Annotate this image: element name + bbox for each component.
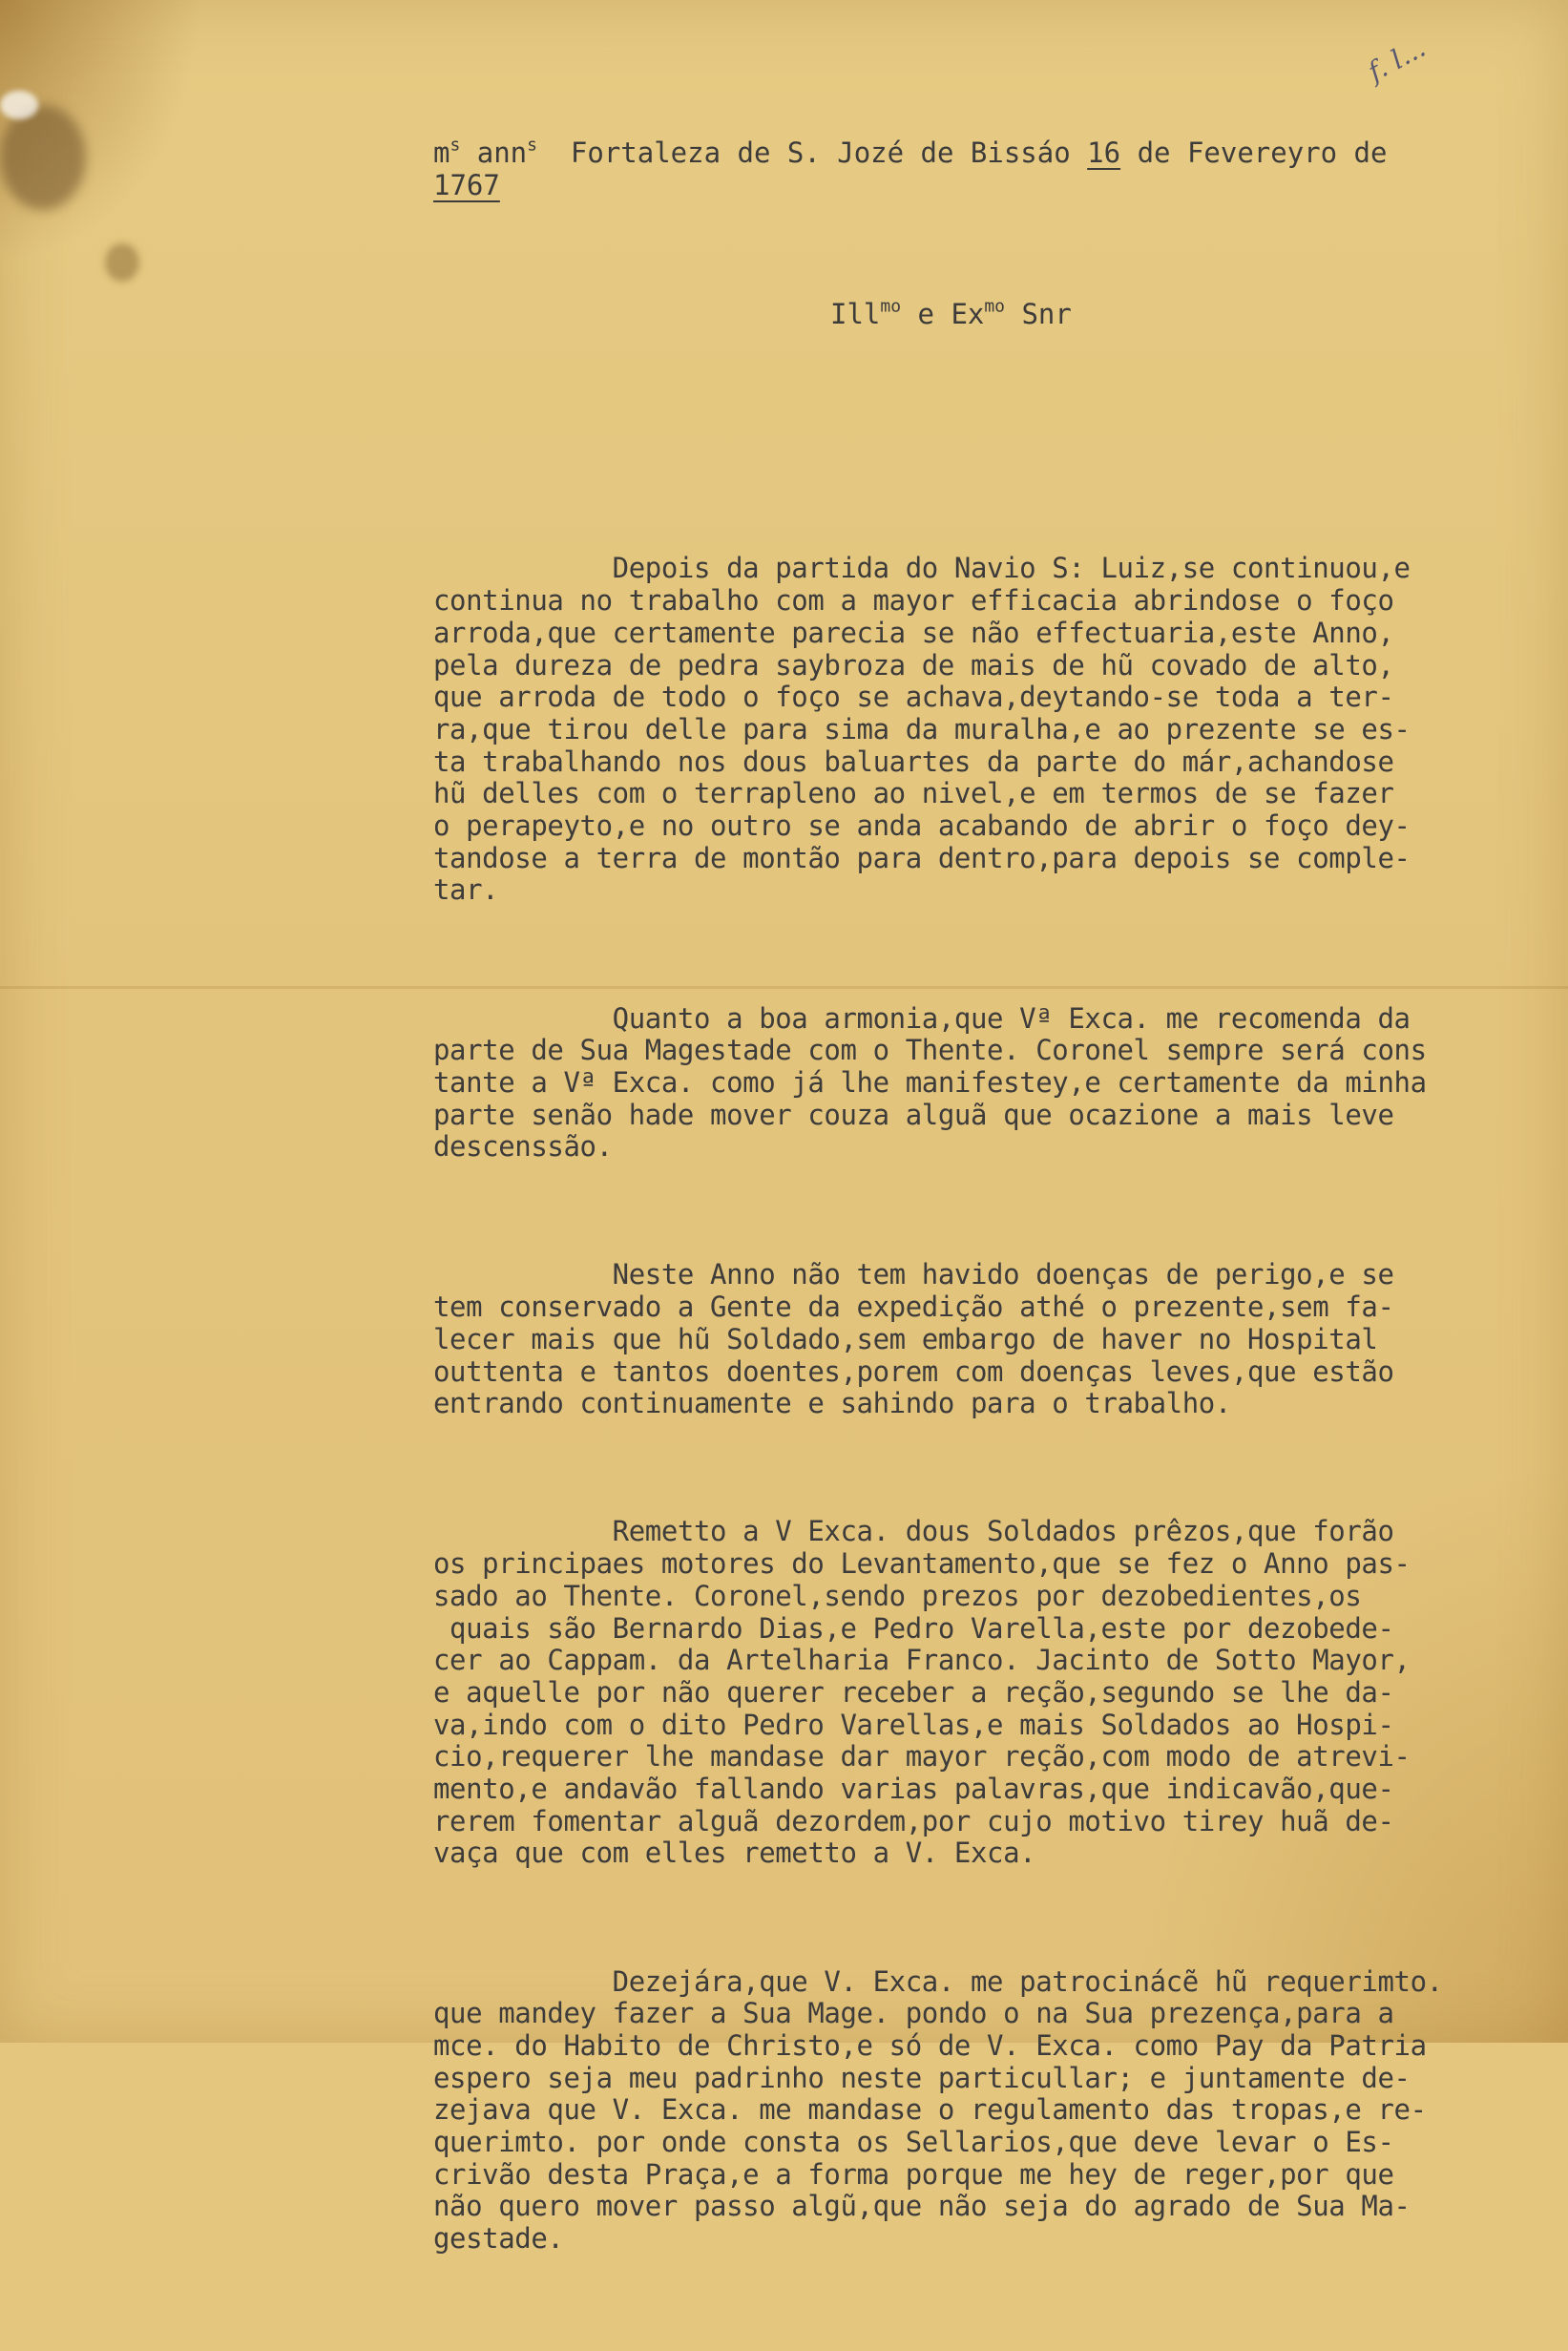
salutation-ex: Ex (951, 298, 985, 330)
salutation-conj: e (917, 298, 934, 330)
date-month: de Fevereyro de (1137, 136, 1388, 169)
paragraph-5: Dezejára,que V. Exca. me patrocinácẽ hũ requerimto. que mandey fazer a Sua Mage. pondo o na Sua prezença,para a mce. do Habito de Christo,e só de V. Exca. como Pay da Patria espero seja meu padrinho neste particullar; e juntamente de- zejava que V. Exca. me mandase o regulamento das tropas,e re- querimto. por onde consta os Sellarios,que deve levar o Es- crivão desta Praça,e a forma porque me hey de reger,por que não quero mover passo algũ,que não seja do agrado de Sua Ma- gestade. (433, 1964, 1443, 2256)
salutation-snr: Snr (1021, 298, 1072, 330)
salutation-ex-sup: mo (984, 296, 1005, 317)
prefix-ms-sup: s (449, 135, 461, 156)
paragraph-4: Remetto a V Exca. dous Soldados prêzos,que forão os principaes motores do Levantamento,que se fez o Anno pas- sado ao Thente. Coronel,sendo prezos por dezobedientes,os quais são Bernardo Dias,e Pedro Varella,este por dezobede- cer ao Cappam. da Artelharia Franco. Jacinto de Sotto Mayor, e aquelle por não querer receber a reção,segundo se lhe da- va,indo com o dito Pedro Varellas,e mais Soldados ao Hospi- cio,requerer lhe mandase dar mayor reção,com modo de atrevi- mento,e andavão fallando varias palavras,que indicavão,que- rerem fomentar alguã dezordem,por cujo motivo tirey huã de- vaça que com elles remetto a V. Exca. (433, 1515, 1411, 1870)
paragraph-1: Depois da partida do Navio S: Luiz,se continuou,e continua no trabalho com a mayor efficacia abrindose o foço arroda,que certamente parecia se não effectuaria,este Anno, pela dureza de pedra saybroza de mais de hũ covado de alto, que arroda de todo o foço se achava,deytando-se toda a ter- ra,que tirou delle para sima da muralha,e ao prezente se es- ta trabalhando nos dous baluartes da parte do már,achandose hũ delles com o terrapleno ao nivel,e em termos de se fazer o perapeyto,e no outro se anda acabando de abrir o foço dey- tandose a terra de montão para dentro,para depois se comple- tar. (433, 552, 1411, 907)
place-name: Fortaleza de S. Jozé de Bissáo (570, 136, 1071, 169)
letter-body (433, 489, 1552, 2351)
prefix-anns: ann (476, 136, 528, 169)
date-year: 1767 (433, 169, 500, 201)
paragraph-2: Quanto a boa armonia,que Vª Exca. me recomenda da parte de Sua Magestade com o Thente. Coronel sempre será cons tante a Vª Exca. como já lhe manifestey,e certamente da minha parte senão hade mover couza alguã que ocazione a mais leve descenssão. (433, 1001, 1427, 1164)
paper-stain (0, 105, 86, 210)
dateline (433, 136, 1540, 201)
paper-stain (105, 243, 139, 282)
salutation-ill: Ill (830, 298, 881, 330)
salutation-ill-sup: mo (880, 296, 902, 317)
paper-tear (0, 91, 38, 119)
prefix-anns-sup: s (527, 135, 537, 156)
paragraph-3: Neste Anno não tem havido doenças de perigo,e se tem conservado a Gente da expedição athé o prezente,sem fa- lecer mais que hũ Soldado,sem embargo de haver no Hospital outtenta e tantos doentes,porem com doenças leves,que estão entrando continuamente e sahindo para o trabalho. (433, 1258, 1394, 1420)
prefix-ms: m (433, 136, 450, 169)
handwritten-signature: f. l... (1362, 31, 1431, 88)
date-day: 16 (1087, 136, 1121, 169)
salutation (830, 298, 1072, 330)
